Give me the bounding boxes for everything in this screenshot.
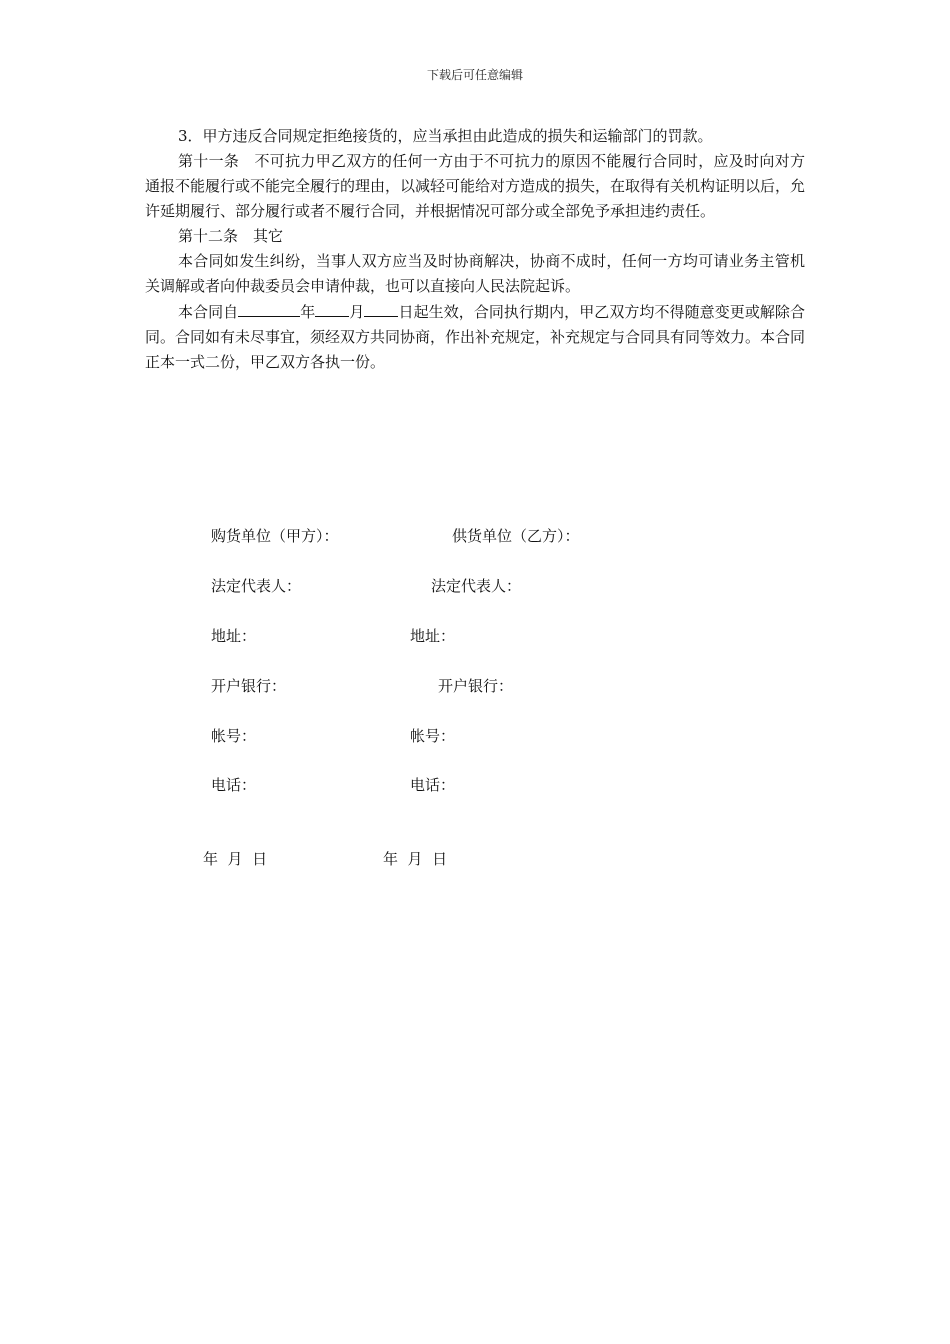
seller-phone-label: 电话： bbox=[410, 776, 456, 794]
year-blank[interactable] bbox=[238, 299, 300, 317]
buyer-rep-label: 法定代表人： bbox=[211, 577, 302, 595]
effective-text-a: 本合同自 bbox=[178, 303, 239, 321]
buyer-account-label: 帐号： bbox=[211, 727, 257, 745]
buyer-date: 年 月 日 bbox=[203, 850, 268, 868]
effective-date-paragraph bbox=[145, 299, 805, 375]
clause-paragraph-1: 3．甲方违反合同规定拒绝接货的，应当承担由此造成的损失和运输部门的罚款。 bbox=[178, 127, 713, 145]
seller-address-label: 地址： bbox=[410, 627, 456, 645]
seller-bank-label: 开户银行： bbox=[438, 677, 514, 695]
seller-unit-label: 供货单位（乙方）： bbox=[452, 527, 580, 545]
seller-rep-label: 法定代表人： bbox=[431, 577, 522, 595]
buyer-unit-label: 购货单位（甲方）： bbox=[211, 527, 339, 545]
day-blank[interactable] bbox=[364, 299, 398, 317]
clause-twelve-title: 第十二条 其它 bbox=[178, 227, 284, 245]
buyer-address-label: 地址： bbox=[211, 627, 257, 645]
month-blank[interactable] bbox=[315, 299, 349, 317]
clause-eleven: 第十一条 不可抗力甲乙双方的任何一方由于不可抗力的原因不能履行合同时，应及时向对方通报不能履行或不能完全履行的理由，以减轻可能给对方造成的损失，在取得有关机构证明以后，允许延期履行、部分履行或者不履行合同，并根据情况可部分或全部免予承担违约责任。 bbox=[145, 152, 806, 220]
seller-date: 年 月 日 bbox=[383, 850, 448, 868]
dispute-paragraph: 本合同如发生纠纷，当事人双方应当及时协商解决，协商不成时，任何一方均可请业务主管机关调解或者向仲裁委员会申请仲裁，也可以直接向人民法院起诉。 bbox=[145, 252, 805, 295]
effective-text-c: 月 bbox=[349, 303, 365, 321]
effective-text-b: 年 bbox=[300, 303, 316, 321]
buyer-phone-label: 电话： bbox=[211, 776, 257, 794]
contract-body bbox=[145, 124, 805, 375]
page-header: 下载后可任意编辑 bbox=[426, 68, 523, 82]
buyer-bank-label: 开户银行： bbox=[211, 677, 287, 695]
seller-account-label: 帐号： bbox=[410, 727, 456, 745]
effective-text-d: 日起生效，合同执行期内，甲乙双方均不得随意变更或解除合同。合同如有未尽事宜，须经双方共同协商，作出补充规定，补充规定与合同具有同等效力。本合同正本一式二份，甲乙双方各执一份。 bbox=[145, 303, 806, 371]
